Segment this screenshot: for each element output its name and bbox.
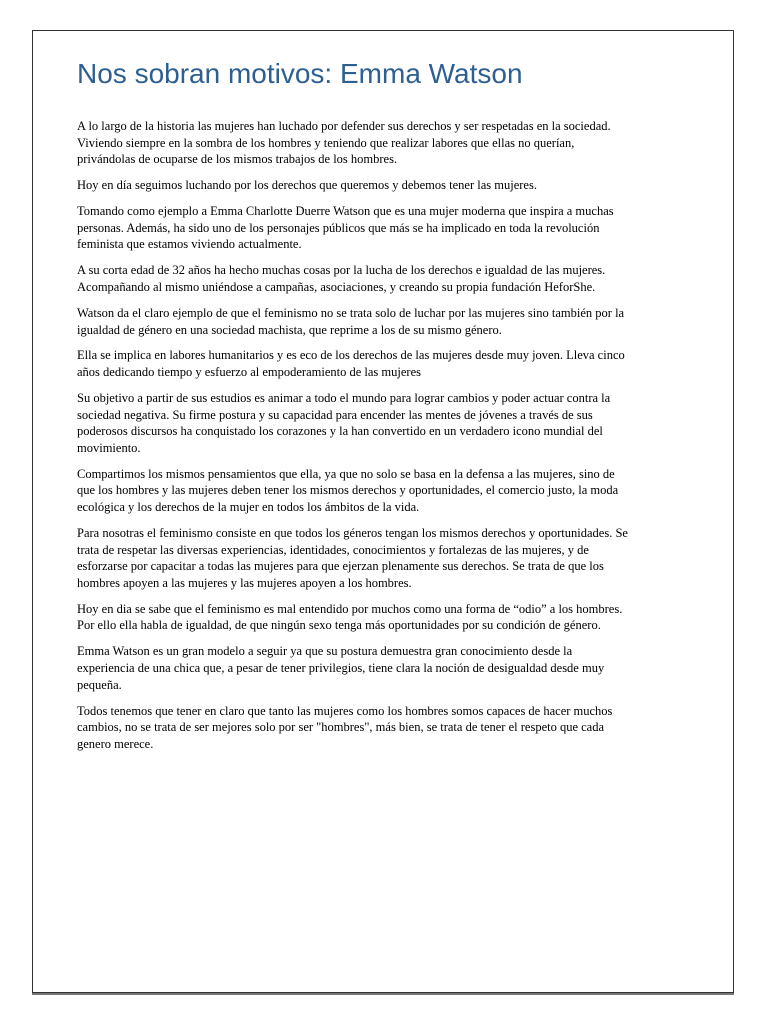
paragraph-7: Su objetivo a partir de sus estudios es animar a todo el mundo para lograr cambios y poder actuar contra la sociedad negativa. Su firme postura y su capacidad para encender las mentes de jóvenes a través de sus poderosos discursos ha conquistado los corazones y la han convertido en un verdadero icono mundial del movimiento. xyxy=(77,391,611,455)
paragraph-9: Para nosotras el feminismo consiste en que todos los géneros tengan los mismos derechos y oportunidades. Se trata de respetar las diversas experiencias, identidades, conocimientos y fortalezas de las mujeres, y de esforzarse por capacitar a todas las mujeres para que ejerzan plenamente sus derechos. Se trata de que los hombres apoyen a las mujeres y las mujeres apoyen a los hombres. xyxy=(77,526,628,590)
paragraph-1: A lo largo de la historia las mujeres han luchado por defender sus derechos y ser respetadas en la sociedad. Viviendo siempre en la sombra de los hombres y teniendo que realizar labores que ellas no querían, privándolas de ocuparse de los mismos trabajos de los hombres. xyxy=(77,119,611,167)
paragraph-4: A su corta edad de 32 años ha hecho muchas cosas por la lucha de los derechos e igualdad de las mujeres. Acompañando al mismo uniéndose a campañas, asociaciones, y creando su propia fundación HeforShe. xyxy=(77,263,606,294)
paragraph-10: Hoy en dia se sabe que el feminismo es mal entendido por muchos como una forma de “odio” a los hombres. Por ello ella habla de igualdad, de que ningún sexo tenga más oportunidades por su condición de género. xyxy=(77,601,623,633)
paragraph-3: Tomando como ejemplo a Emma Charlotte Duerre Watson que es una mujer moderna que inspira a muchas personas. Además, ha sido uno de los personajes públicos que más se ha implicado en toda la revolución feminista que estamos viviendo actualmente. xyxy=(77,204,614,252)
paragraph-8: Compartimos los mismos pensamientos que ella, ya que no solo se basa en la defensa a las mujeres, sino de que los hombres y las mujeres deben tener los mismos derechos y oportunidades, el comercio justo, la moda ecológica y los derechos de la mujer en todos los ámbitos de la vida. xyxy=(77,466,619,515)
paragraph-2: Hoy en día seguimos luchando por los derechos que queremos y debemos tener las mujeres. xyxy=(77,178,537,193)
paragraph-11: Emma Watson es un gran modelo a seguir ya que su postura demuestra gran conocimiento desde la experiencia de una chica que, a pesar de tener privilegios, tiene clara la noción de desigualdad desde muy pequeña. xyxy=(77,644,605,692)
paragraph-6: Ella se implica en labores humanitarios y es eco de los derechos de las mujeres desde muy joven. Lleva cinco años dedicando tiempo y esfuerzo al empoderamiento de las mujeres xyxy=(77,348,625,380)
document-body xyxy=(77,118,629,762)
document-title: Nos sobran motivos: Emma Watson xyxy=(77,58,523,89)
paragraph-5: Watson da el claro ejemplo de que el feminismo no se trata solo de luchar por las mujeres sino también por la igualdad de género en una sociedad machista, que reprime a los de su mismo género. xyxy=(77,305,625,337)
paragraph-12: Todos tenemos que tener en claro que tanto las mujeres como los hombres somos capaces de hacer muchos cambios, no se trata de ser mejores solo por ser "hombres", más bien, se trata de tener el respeto que cada genero merece. xyxy=(77,703,613,751)
page-shadow-edge xyxy=(32,993,734,995)
